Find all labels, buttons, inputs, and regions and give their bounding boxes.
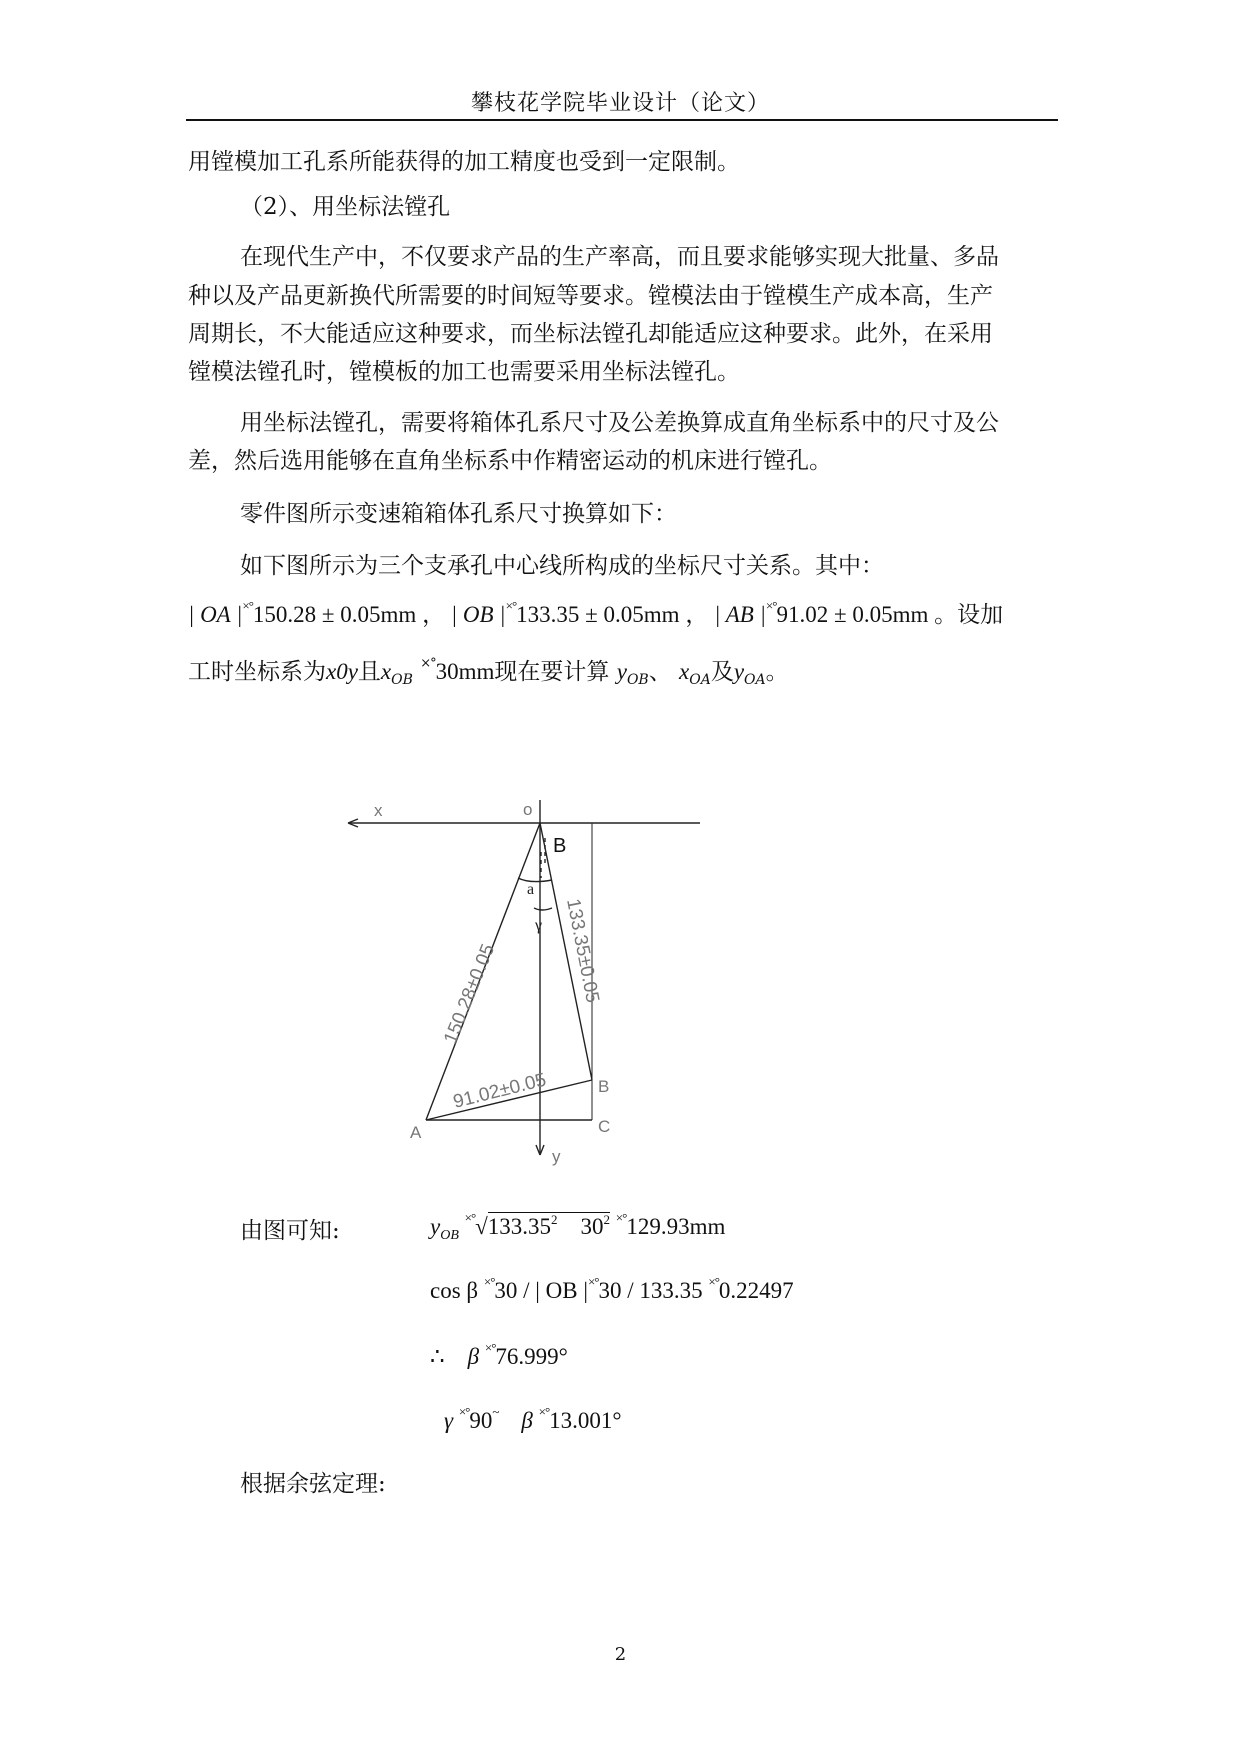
eq2-pre: 工时坐标系为 (188, 659, 326, 685)
oa-value: 150.28 ± 0.05mm (252, 602, 417, 627)
paragraph-4: 零件图所示变速箱箱体孔系尺寸换算如下： (240, 501, 677, 527)
label-x: x (374, 801, 383, 820)
corrupt-glyph: ×° (420, 656, 436, 671)
beta-result: 76.999° (495, 1344, 568, 1369)
paragraph-5: 如下图所示为三个支承孔中心线所构成的坐标尺寸关系。其中： (240, 553, 884, 579)
ninety: 90 (469, 1408, 493, 1433)
yob-result: 129.93mm (626, 1214, 726, 1239)
sqrt-sign: √ (475, 1214, 488, 1239)
corrupt-glyph: ×° (505, 598, 517, 613)
paragraph-2-line-2: 种以及产品更新换代所需要的时间短等要求。镗模法由于镗模生产成本高，生产 (188, 283, 993, 309)
corrupt-glyph: ×° (708, 1274, 719, 1289)
eq1-tail: 。设加 (934, 602, 1004, 628)
corrupt-glyph: ×° (615, 1210, 627, 1225)
cos-mid: 30 / | OB | (494, 1278, 588, 1303)
therefore: ∴ (430, 1344, 445, 1369)
corrupt-glyph: ~ (492, 1404, 499, 1419)
eq2-ji: 及 (710, 659, 734, 685)
corrupt-glyph: ×° (538, 1404, 550, 1419)
label-c: C (598, 1117, 611, 1136)
sub-ob: OB (440, 1228, 459, 1243)
paragraph-1: 用镗模加工孔系所能获得的加工精度也受到一定限制。 (188, 149, 740, 175)
header-title: 攀枝花学院毕业设计（论文） (470, 91, 770, 116)
paragraph-3-line-1: 用坐标法镗孔，需要将箱体孔系尺寸及公差换算成直角坐标系中的尺寸及公 (240, 410, 999, 436)
label-ob-dim: 133.35±0.05 (562, 896, 603, 1005)
known-label: 由图可知: (240, 1218, 340, 1244)
ob-label: | OB | (450, 602, 506, 627)
corrupt-glyph: ×° (483, 1274, 495, 1289)
page-number: 2 (614, 1644, 627, 1665)
coordinate-setup (188, 653, 789, 688)
cosine-law-label: 根据余弦定理: (240, 1471, 386, 1497)
label-y: y (552, 1147, 561, 1166)
radicand-a: 133.35 (487, 1214, 552, 1239)
eq2-and: 且 (357, 659, 381, 685)
eq2-mid: 现在要计算 (494, 659, 610, 685)
paragraph-2-line-4: 镗模法镗孔时，镗模板的加工也需要采用坐标法镗孔。 (188, 359, 740, 385)
var-y: y (430, 1214, 441, 1239)
var-y: y (733, 659, 745, 684)
var-y: y (616, 659, 627, 684)
label-a: A (410, 1123, 422, 1142)
paragraph-2-line-3: 周期长，不大能适应这种要求，而坐标法镗孔却能适应这种要求。此外，在采用 (188, 321, 993, 347)
label-b-top: B (553, 835, 567, 857)
sub-ob: OB (626, 672, 649, 688)
gamma-result: 13.001° (549, 1408, 622, 1433)
corrupt-glyph: ×° (484, 1340, 496, 1355)
label-oa-dim: 150.28±0.05 (440, 941, 500, 1047)
sqrt-radicand (488, 1212, 610, 1239)
corrupt-glyph: ×° (765, 598, 777, 613)
ab-value: 91.02 ± 0.05mm (776, 602, 929, 627)
radicand-b: 30 (580, 1214, 604, 1239)
given-dimensions: | OA |×°150.28 ± 0.05mm ， | OB |×°133.35 ± 0.05mm ， | AB |×°91.02 ± 0.05mm 。设加 (188, 598, 1004, 628)
xob-value: 30mm (435, 659, 495, 684)
cos-result: 0.22497 (718, 1278, 794, 1303)
ob-value: 133.35 ± 0.05mm (516, 602, 680, 627)
paragraph-2-line-1: 在现代生产中，不仅要求产品的生产率高，而且要求能够实现大批量、多品 (240, 244, 999, 270)
calc-gamma (444, 1404, 622, 1434)
paragraph-3-line-2: 差，然后选用能够在直角坐标系中作精密运动的机床进行镗孔。 (188, 448, 832, 474)
hole-coordinate-diagram (330, 790, 730, 1180)
gamma-symbol: γ (444, 1408, 454, 1433)
angle-alpha-arc (518, 878, 552, 882)
eq2-sep: 、 (648, 659, 672, 685)
label-ab-dim: 91.02±0.05 (451, 1069, 549, 1113)
beta-symbol: β (521, 1408, 533, 1433)
header-rule (186, 119, 1058, 121)
oa-label: | OA | (188, 602, 243, 627)
cos-rhs: 30 / 133.35 (598, 1278, 703, 1303)
angle-gamma-arc (534, 908, 552, 910)
beta-symbol: β (467, 1344, 480, 1369)
label-alpha: a (527, 881, 535, 898)
coord-system: x0y (326, 659, 358, 684)
corrupt-glyph: ×° (458, 1404, 470, 1419)
section-heading: （2）、用坐标法镗孔 (240, 194, 451, 220)
sub-oa: OA (689, 672, 711, 688)
calc-cos-beta (430, 1274, 794, 1304)
eq2-end: 。 (765, 659, 789, 685)
corrupt-glyph: ×° (464, 1210, 476, 1225)
label-o: o (523, 800, 533, 819)
calc-beta (430, 1340, 568, 1370)
cos-beta: cos β (430, 1278, 479, 1303)
exponent: 2 (603, 1212, 611, 1227)
corrupt-glyph: ×° (242, 598, 253, 613)
label-gamma: γ (535, 917, 543, 934)
var-x: x (679, 659, 690, 684)
sub-oa: OA (744, 672, 766, 688)
var-x: x (380, 659, 392, 684)
label-b: B (598, 1077, 610, 1096)
ab-label: | AB | (714, 602, 766, 627)
calc-yob (430, 1210, 725, 1244)
sub-ob: OB (391, 672, 413, 688)
corrupt-glyph: ×° (587, 1274, 599, 1289)
exponent: 2 (551, 1212, 558, 1227)
